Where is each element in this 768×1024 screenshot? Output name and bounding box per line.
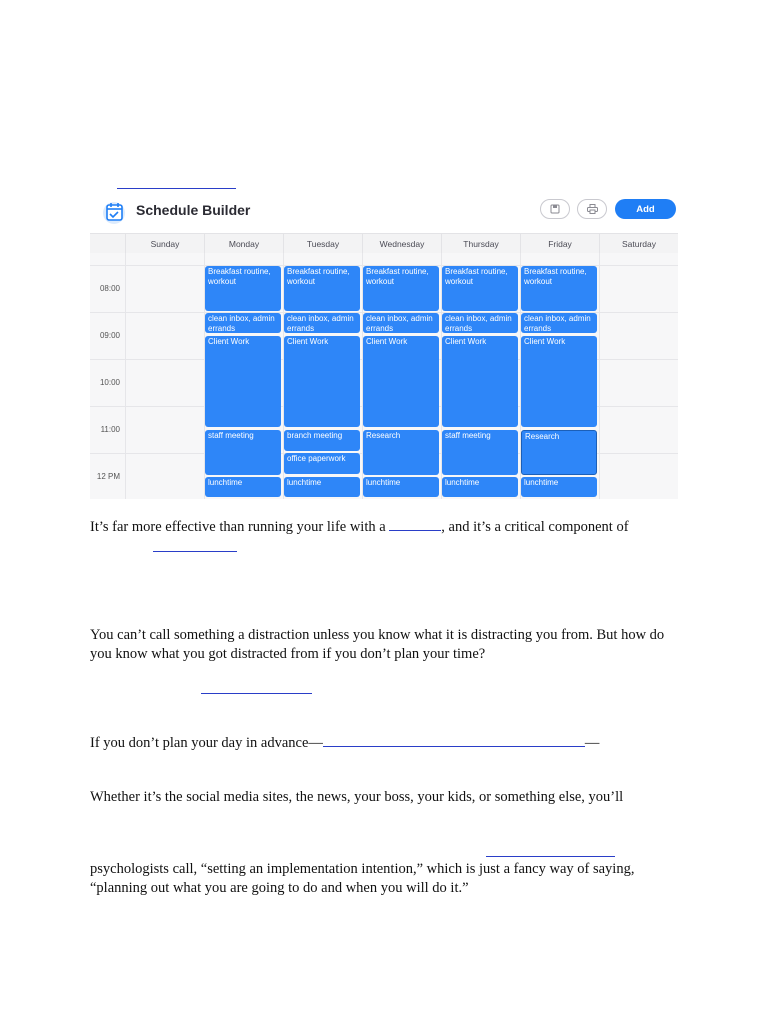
blank-line: [486, 856, 615, 857]
event-block[interactable]: Client Work: [284, 336, 360, 427]
paragraph-3: [90, 734, 690, 753]
grid-column: [125, 253, 204, 499]
event-block[interactable]: Breakfast routine, workout: [521, 266, 597, 311]
day-header-row: [90, 233, 678, 254]
paragraph-2: You can’t call something a distraction unless you know what it is distracting you from. But how do you know what you got distracted from if you don’t plan your time?: [90, 627, 665, 662]
print-button[interactable]: [577, 199, 607, 219]
event-block[interactable]: Client Work: [442, 336, 518, 427]
calendar-icon: [102, 199, 128, 225]
time-label: 08:00: [99, 284, 120, 293]
event-block[interactable]: Breakfast routine, workout: [284, 266, 360, 311]
day-friday: Friday: [520, 234, 599, 253]
event-block[interactable]: staff meeting: [442, 430, 518, 475]
day-sunday: Sunday: [125, 234, 204, 253]
event-block[interactable]: Breakfast routine, workout: [442, 266, 518, 311]
blank-line: [153, 551, 237, 552]
event-block[interactable]: branch meeting: [284, 430, 360, 451]
event-block[interactable]: clean inbox, admin errands: [521, 313, 597, 333]
event-block[interactable]: office paperwork: [284, 453, 360, 474]
event-block[interactable]: Research: [521, 430, 597, 475]
event-block[interactable]: Research: [363, 430, 439, 475]
schedule-header: [90, 190, 678, 232]
event-block[interactable]: lunchtime: [521, 477, 597, 497]
blank-line: [389, 518, 441, 531]
event-block[interactable]: Breakfast routine, workout: [363, 266, 439, 311]
event-block[interactable]: lunchtime: [205, 477, 281, 497]
paragraph-4: Whether it’s the social media sites, the news, your boss, your kids, or something else, you’ll: [90, 789, 624, 805]
schedule-grid: [90, 253, 678, 499]
paragraph-1-text-a: It’s far more effective than running your life with a: [90, 519, 390, 535]
day-thursday: Thursday: [441, 234, 520, 253]
paragraph-1: [90, 518, 690, 537]
paragraph-1-text-b: , and it’s a critical component of: [441, 519, 629, 535]
event-block[interactable]: clean inbox, admin errands: [363, 313, 439, 333]
time-label: 11:00: [100, 425, 120, 434]
print-icon: [587, 204, 598, 214]
event-block[interactable]: Breakfast routine, workout: [205, 266, 281, 311]
app-title: Schedule Builder: [136, 202, 251, 218]
event-block[interactable]: staff meeting: [205, 430, 281, 475]
event-block[interactable]: lunchtime: [363, 477, 439, 497]
schedule-builder: [90, 190, 678, 499]
event-block[interactable]: lunchtime: [284, 477, 360, 497]
grid-column: [599, 253, 678, 499]
paragraph-3-text-a: If you don’t plan your day in advance—: [90, 735, 323, 751]
day-saturday: Saturday: [599, 234, 678, 253]
blank-line: [323, 734, 585, 747]
paragraph-5: psychologists call, “setting an implementation intention,” which is just a fancy way of saying, “planning out what you are going to do and when you will do it.”: [90, 861, 635, 896]
event-block[interactable]: clean inbox, admin errands: [205, 313, 281, 333]
time-label: 12 PM: [96, 472, 120, 481]
event-block[interactable]: Client Work: [205, 336, 281, 427]
add-button[interactable]: Add: [615, 199, 676, 219]
event-block[interactable]: lunchtime: [442, 477, 518, 497]
day-tuesday: Tuesday: [283, 234, 362, 253]
blank-line: [201, 693, 312, 694]
day-monday: Monday: [204, 234, 283, 253]
event-block[interactable]: Client Work: [363, 336, 439, 427]
save-button[interactable]: [540, 199, 570, 219]
event-block[interactable]: Client Work: [521, 336, 597, 427]
paragraph-3-text-b: —: [584, 735, 600, 751]
event-block[interactable]: clean inbox, admin errands: [442, 313, 518, 333]
time-label: 10:00: [99, 378, 120, 387]
day-wednesday: Wednesday: [362, 234, 441, 253]
event-block[interactable]: clean inbox, admin errands: [284, 313, 360, 333]
save-icon: [550, 204, 560, 214]
blank-line-top: [117, 188, 236, 189]
time-label: 09:00: [99, 331, 120, 340]
